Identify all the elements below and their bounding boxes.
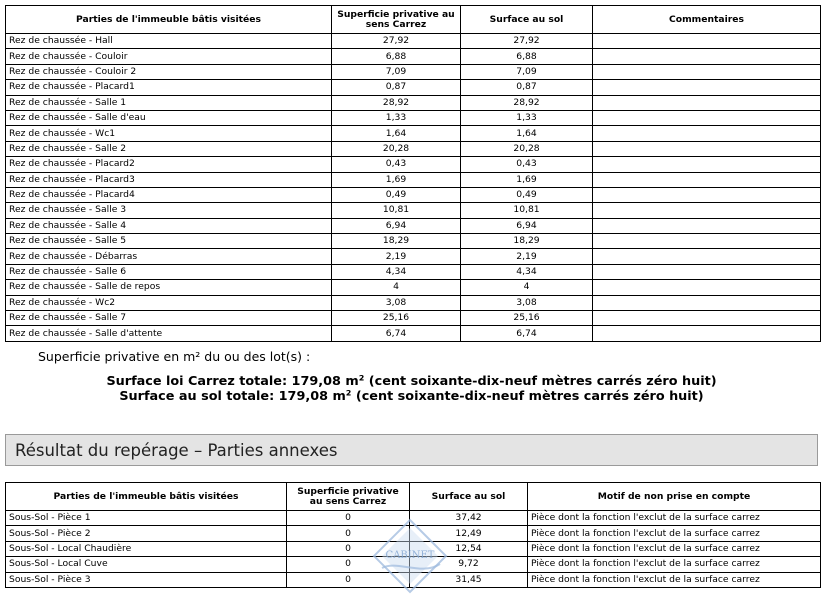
table-header-row xyxy=(6,6,821,34)
cell-carrez: 0 xyxy=(287,526,410,541)
cell-surface-sol: 31,45 xyxy=(410,572,528,587)
table-row xyxy=(6,49,821,64)
cell-surface-sol: 6,74 xyxy=(461,326,593,341)
cell-surface-sol: 0,43 xyxy=(461,157,593,172)
cell-surface-sol: 12,49 xyxy=(410,526,528,541)
header-carrez: Superficie privative au sens Carrez xyxy=(287,483,410,511)
table-row xyxy=(6,110,821,125)
table-header-row xyxy=(6,483,821,511)
cell-carrez: 7,09 xyxy=(332,64,461,79)
cell-commentaire xyxy=(593,280,821,295)
cell-surface-sol: 6,88 xyxy=(461,49,593,64)
table-row xyxy=(6,126,821,141)
cell-surface-sol: 12,54 xyxy=(410,541,528,556)
table-row xyxy=(6,218,821,233)
table-row xyxy=(6,280,821,295)
cell-carrez: 0,87 xyxy=(332,80,461,95)
cell-commentaire xyxy=(593,249,821,264)
cell-surface-sol: 6,94 xyxy=(461,218,593,233)
header-carrez: Superficie privative au sens Carrez xyxy=(332,6,461,34)
cell-carrez: 4,34 xyxy=(332,264,461,279)
carrez-table xyxy=(5,5,821,342)
table-row xyxy=(6,557,821,572)
table-row xyxy=(6,526,821,541)
cell-partie: Sous-Sol - Local Cuve xyxy=(6,557,287,572)
cell-partie: Sous-Sol - Local Chaudière xyxy=(6,541,287,556)
cell-commentaire xyxy=(593,110,821,125)
cell-commentaire xyxy=(593,126,821,141)
cell-commentaire xyxy=(593,95,821,110)
cell-commentaire xyxy=(593,264,821,279)
cell-commentaire xyxy=(593,295,821,310)
cell-commentaire xyxy=(593,172,821,187)
cell-carrez: 20,28 xyxy=(332,141,461,156)
cell-partie: Rez de chaussée - Salle 1 xyxy=(6,95,332,110)
cell-partie: Rez de chaussée - Salle 7 xyxy=(6,311,332,326)
cell-commentaire xyxy=(593,311,821,326)
cell-commentaire xyxy=(593,34,821,49)
cell-surface-sol: 10,81 xyxy=(461,203,593,218)
cell-carrez: 18,29 xyxy=(332,234,461,249)
table-row xyxy=(6,572,821,587)
cell-motif: Pièce dont la fonction l'exclut de la surface carrez xyxy=(528,526,821,541)
cell-surface-sol: 37,42 xyxy=(410,511,528,526)
cell-partie: Rez de chaussée - Couloir xyxy=(6,49,332,64)
cell-surface-sol: 1,33 xyxy=(461,110,593,125)
cell-partie: Sous-Sol - Pièce 3 xyxy=(6,572,287,587)
cell-commentaire xyxy=(593,64,821,79)
cell-partie: Rez de chaussée - Salle de repos xyxy=(6,280,332,295)
cell-partie: Rez de chaussée - Salle 2 xyxy=(6,141,332,156)
table-row xyxy=(6,34,821,49)
cell-carrez: 0,49 xyxy=(332,187,461,202)
cell-carrez: 6,88 xyxy=(332,49,461,64)
cell-commentaire xyxy=(593,80,821,95)
table-row xyxy=(6,511,821,526)
header-surface-sol: Surface au sol xyxy=(461,6,593,34)
table-row xyxy=(6,203,821,218)
cell-surface-sol: 0,87 xyxy=(461,80,593,95)
header-surface-sol: Surface au sol xyxy=(410,483,528,511)
table-row xyxy=(6,187,821,202)
table-row xyxy=(6,95,821,110)
cell-carrez: 0 xyxy=(287,541,410,556)
cell-surface-sol: 25,16 xyxy=(461,311,593,326)
table-row xyxy=(6,234,821,249)
table-row xyxy=(6,295,821,310)
cell-surface-sol: 1,64 xyxy=(461,126,593,141)
cell-commentaire xyxy=(593,203,821,218)
annexes-table xyxy=(5,482,821,588)
cell-partie: Rez de chaussée - Salle d'attente xyxy=(6,326,332,341)
table-row xyxy=(6,172,821,187)
cell-surface-sol: 20,28 xyxy=(461,141,593,156)
cell-partie: Rez de chaussée - Débarras xyxy=(6,249,332,264)
cell-commentaire xyxy=(593,157,821,172)
table-row xyxy=(6,541,821,556)
cell-surface-sol: 18,29 xyxy=(461,234,593,249)
cell-partie: Rez de chaussée - Couloir 2 xyxy=(6,64,332,79)
cell-carrez: 0 xyxy=(287,557,410,572)
cell-carrez: 1,69 xyxy=(332,172,461,187)
table-row xyxy=(6,64,821,79)
cell-partie: Rez de chaussée - Salle 3 xyxy=(6,203,332,218)
cell-surface-sol: 2,19 xyxy=(461,249,593,264)
sol-total: Surface au sol totale: 179,08 m² (cent soixante-dix-neuf mètres carrés zéro huit) xyxy=(119,389,704,404)
cell-carrez: 28,92 xyxy=(332,95,461,110)
cell-commentaire xyxy=(593,141,821,156)
cell-carrez: 0 xyxy=(287,511,410,526)
cell-partie: Rez de chaussée - Wc2 xyxy=(6,295,332,310)
cell-partie: Rez de chaussée - Salle 4 xyxy=(6,218,332,233)
table-row xyxy=(6,326,821,341)
cell-surface-sol: 4 xyxy=(461,280,593,295)
cell-partie: Rez de chaussée - Salle 6 xyxy=(6,264,332,279)
section-header-annexes xyxy=(5,434,818,466)
cell-surface-sol: 9,72 xyxy=(410,557,528,572)
cell-motif: Pièce dont la fonction l'exclut de la surface carrez xyxy=(528,557,821,572)
cell-partie: Rez de chaussée - Placard2 xyxy=(6,157,332,172)
stamp-text: CABINET xyxy=(385,550,435,561)
section-title: Résultat du repérage – Parties annexes xyxy=(15,441,338,460)
cell-partie: Rez de chaussée - Salle d'eau xyxy=(6,110,332,125)
cell-surface-sol: 4,34 xyxy=(461,264,593,279)
cell-surface-sol: 7,09 xyxy=(461,64,593,79)
cell-commentaire xyxy=(593,234,821,249)
cell-motif: Pièce dont la fonction l'exclut de la surface carrez xyxy=(528,511,821,526)
cell-partie: Rez de chaussée - Hall xyxy=(6,34,332,49)
cell-partie: Rez de chaussée - Placard3 xyxy=(6,172,332,187)
table-row xyxy=(6,157,821,172)
cell-surface-sol: 1,69 xyxy=(461,172,593,187)
cell-motif: Pièce dont la fonction l'exclut de la surface carrez xyxy=(528,541,821,556)
table-row xyxy=(6,80,821,95)
cell-partie: Rez de chaussée - Placard4 xyxy=(6,187,332,202)
header-motif: Motif de non prise en compte xyxy=(528,483,821,511)
table-row xyxy=(6,311,821,326)
cell-commentaire xyxy=(593,326,821,341)
cell-partie: Sous-Sol - Pièce 1 xyxy=(6,511,287,526)
cell-partie: Sous-Sol - Pièce 2 xyxy=(6,526,287,541)
carrez-total: Surface loi Carrez totale: 179,08 m² (cent soixante-dix-neuf mètres carrés zéro huit) xyxy=(106,374,717,389)
cell-partie: Rez de chaussée - Wc1 xyxy=(6,126,332,141)
cell-carrez: 27,92 xyxy=(332,34,461,49)
cell-carrez: 2,19 xyxy=(332,249,461,264)
cell-motif: Pièce dont la fonction l'exclut de la surface carrez xyxy=(528,572,821,587)
cell-carrez: 6,74 xyxy=(332,326,461,341)
cell-surface-sol: 3,08 xyxy=(461,295,593,310)
table-row xyxy=(6,249,821,264)
cell-surface-sol: 0,49 xyxy=(461,187,593,202)
cell-commentaire xyxy=(593,49,821,64)
cell-commentaire xyxy=(593,187,821,202)
cell-carrez: 3,08 xyxy=(332,295,461,310)
cell-carrez: 4 xyxy=(332,280,461,295)
cell-commentaire xyxy=(593,218,821,233)
cell-carrez: 0 xyxy=(287,572,410,587)
cell-carrez: 1,64 xyxy=(332,126,461,141)
summary-label: Superficie privative en m² du ou des lot(s) : xyxy=(38,349,311,364)
cell-surface-sol: 27,92 xyxy=(461,34,593,49)
cell-carrez: 10,81 xyxy=(332,203,461,218)
header-parties: Parties de l'immeuble bâtis visitées xyxy=(6,6,332,34)
header-commentaires: Commentaires xyxy=(593,6,821,34)
cell-carrez: 1,33 xyxy=(332,110,461,125)
table-row xyxy=(6,141,821,156)
cell-carrez: 0,43 xyxy=(332,157,461,172)
cell-partie: Rez de chaussée - Placard1 xyxy=(6,80,332,95)
cell-surface-sol: 28,92 xyxy=(461,95,593,110)
cell-carrez: 25,16 xyxy=(332,311,461,326)
header-parties: Parties de l'immeuble bâtis visitées xyxy=(6,483,287,511)
cell-partie: Rez de chaussée - Salle 5 xyxy=(6,234,332,249)
cell-carrez: 6,94 xyxy=(332,218,461,233)
table-row xyxy=(6,264,821,279)
